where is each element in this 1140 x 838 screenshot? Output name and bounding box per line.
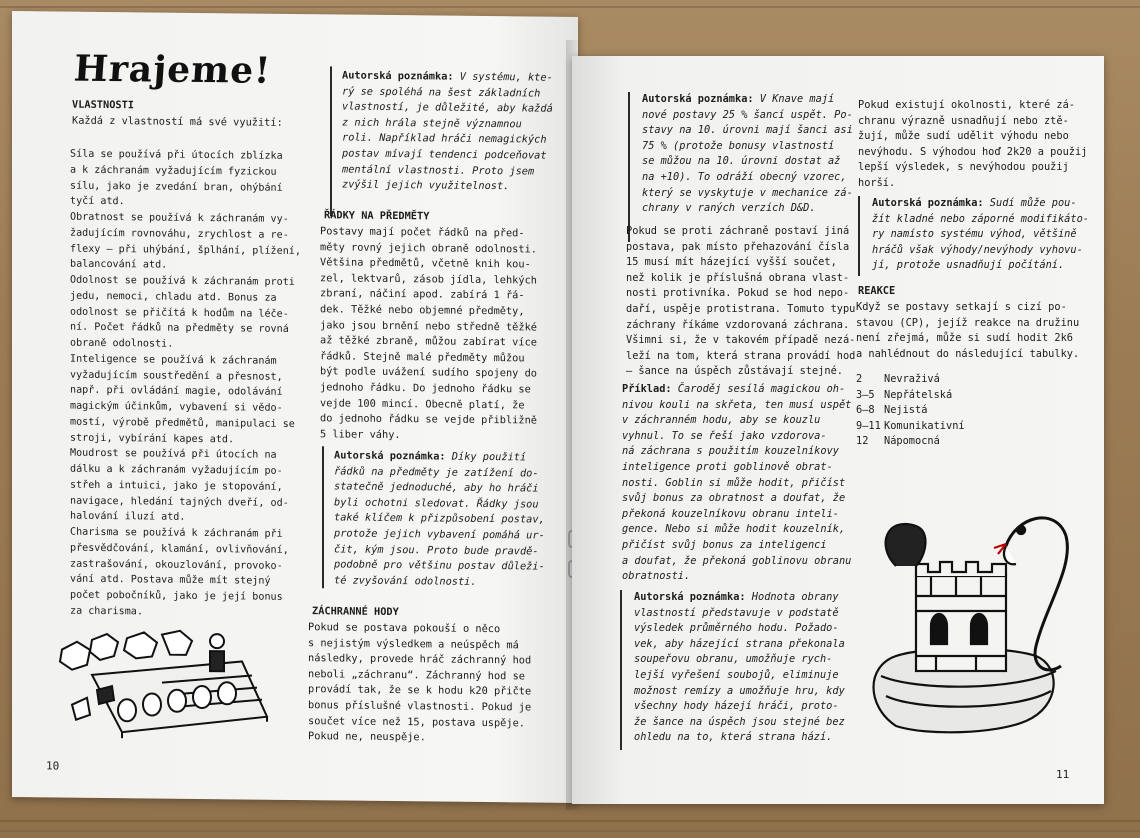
note-text: V Knave mají nové postavy 25 % šancí uspět. Po- stavy na 10. úrovni mají šanci asi 75 % (protože bonusy vlastností se můžou na 10. úrovni dostat až na +10). To odráží obecný vzorec, který se vyskytuje v mechanice zá- chrany v raných verzích D&D.	[642, 93, 853, 215]
reaction-row	[856, 403, 1056, 419]
reakce-text: Když se postavy setkají s cizí po- stavou (CP), jejíž reakce na družinu není zřejmá, může si sudí hodit 2k6 a nahlédnout do následující tabulky.	[856, 301, 1080, 360]
zachranne-heading: ZÁCHRANNÉ HODY	[312, 605, 399, 619]
wood-grain	[0, 820, 1140, 822]
note-label: Autorská poznámka:	[872, 197, 984, 209]
note-text: Díky použití řádků na předměty je zatížení do- statečně jednoduché, aby ho hráči byli ochotni sledovat. Řádky jsou také klíčem k přizpůsobení postav, protože jejich vybavení pomáhá ur- čit, kým jsou. Proto bude pravdě- podobně pro většinu postav důleži- té zvyšování odolnosti.	[334, 450, 545, 588]
note-label: Autorská poznámka:	[342, 69, 454, 83]
reaction-row	[856, 372, 1056, 388]
snake-tower-illustration	[856, 506, 1076, 746]
radky-text: Postavy mají počet řádků na před- měty rovný jejich obraně odolnosti. Většina předmětů, včetně knih kou- zel, lektvarů, zásob jídla, lehkých zbraní, náčiní apod. zabírá 1 řá- dek. Těžké nebo objemné předměty, jako jsou brnění nebo středně těžké až těžké zbraně, můžou zabírat více řádků. Stejně malé předměty můžou být podle uvážení sudího spojeny do jednoho řádku. Do jednoho řádku se vejde 100 mincí. Obecně platí, že do jednoho řádku se vejde přibližně 5 liber váhy.	[320, 225, 537, 441]
note-text: Sudí může pou- žít kladné nebo záporné modifikáto- ry namísto systému výhod, většině hráčů však výhody/nevýhody vyhovu- jí, protože usnadňují počítání.	[872, 197, 1089, 272]
note-text: Hodnota obrany vlastností představuje v podstatě výsledek průměrného hodu. Požado- vek, aby házející strana překonala soupeřovu obranu, umožňuje rych- lejší vyřešení soubojů, eliminuje možnost remízy a umožňuje hru, kdy všechny hody házejí hráči, proto- že šance na úspěch jsou stejné bez ohledu na to, která strana hází.	[634, 591, 845, 744]
reaction-result: Komunikativní	[884, 419, 965, 432]
author-note-3	[628, 92, 853, 242]
author-note-2	[322, 446, 554, 590]
reakce-heading: REAKCE	[858, 285, 896, 297]
attributes-text: Síla se používá při útocích zblízka a k záchranám vyžadujícím fyzickou sílu, jako je zvedání bran, ohýbání tyčí atd. Obratnost se používá k záchranám vy- žadujícím rovnováhu, zrychlost a re- flexy – při uhýbání, šplhání, plížení, balancování atd. Odolnost se používá k záchranám proti jedu, nemoci, chladu atd. Bonus za odolnost se přičítá k hodům na léče- ní. Počet řádků na předměty se rovná obraně odolnosti. Inteligence se používá k záchranám vyžadujícím soustředění a přesnost, např. při ovládání magie, odolávání magickým účinkům, vybavení si vědo- mostí, výrobě předmětů, manipulaci se stroji, vybírání kapes atd. Moudrost se používá při útocích na dálku a k záchranám vyžadujícím po- střeh a intuici, jako je stopování, navigace, hledání tajných dveří, od- halování iluzí atd. Charisma se používá k záchranám při přesvědčování, klamání, ovlivňování, zastrašování, okouzlování, provoko- vání atd. Postava může mít stejný počet pobočníků, jako je její bonus za charisma.	[70, 148, 301, 618]
note-label: Autorská poznámka:	[642, 93, 754, 105]
page-number-left: 10	[46, 759, 60, 773]
note-label: Autorská poznámka:	[634, 591, 746, 603]
radky-heading: ŘÁDKY NA PŘEDMĚTY	[324, 209, 430, 223]
reaction-row	[856, 434, 1056, 450]
reaction-roll: 3–5	[856, 388, 875, 401]
advantage-text: Pokud existují okolnosti, které zá- chranu výrazně usnadňují nebo ztě- žují, může sudí udělit výhodu nebo nevýhodu. S výhodou hoď 2k20 a použij lepší výsledek, s nevýhodou použij horší.	[858, 99, 1088, 189]
left-page	[12, 11, 578, 803]
note-text: V systému, kte- rý se spoléhá na šest základních vlastností, je důležité, aby každá z nich hrála stejně významnou roli. Například hráči nemagických postav mívají tendenci podceňovat mentální vlastnosti. Proto jsem zvýšil jejich využitelnost.	[342, 70, 553, 193]
vlastnosti-heading: VLASTNOSTI	[72, 98, 134, 112]
reaction-row	[856, 419, 1056, 435]
page-title: Hrajeme!	[72, 47, 273, 92]
example-text: Čaroděj sesílá magickou oh- nivou kouli na skřeta, ten musí uspět v záchranném hodu, aby se kouzlu vyhnul. To se řeší jako vzdorova- ná záchrana s použitím kouzelníkovy inteligence proti goblinově obrat- nosti. Goblin si může hodit, přičíst svůj bonus za obratnost a doufat, že překoná kouzelníkovu obranu inteli- gence. Nebo si může hodit kouzelník, přičíst svůj bonus za inteligenci a doufat, že překoná goblinovu obranu obratnosti.	[622, 383, 852, 583]
zachranne-text: Pokud se postava pokouší o něco s nejistým výsledkem a neúspěch má následky, provede hráč záchranný hod neboli „záchranu“. Záchranný hod se provádí tak, že se k hodu k20 přičte bonus příslušné vlastnosti. Pokud je součet více než 15, postava uspěje. Pokud ne, neuspěje.	[308, 621, 532, 744]
reaction-result: Nepřátelská	[884, 388, 953, 401]
opposed-save-text: Pokud se proti záchraně postaví jiná postava, pak místo přehazování čísla 15 musí mít házející vyšší součet, než kolik je příslušná obrana vlast- nosti protivníka. Pokud se hod nepo- daří, uspěje protistrana. Tomuto typu záchrany říkáme vzdorovaná záchrana. Všimni si, že v takovém případě nezá- leží na tom, která strana provádí hod – šance na úspěch zůstávají stejné.	[626, 225, 856, 378]
wood-grain	[0, 6, 1140, 8]
page-number-right: 11	[1056, 768, 1070, 781]
reaction-roll: 9–11	[856, 419, 881, 432]
wood-grain	[0, 830, 1140, 832]
reaction-roll: 2	[856, 373, 863, 385]
example-block	[622, 382, 851, 585]
reaction-roll: 6–8	[856, 404, 875, 417]
reaction-roll: 12	[856, 435, 869, 448]
vlastnosti-intro: Každá z vlastností má své využití:	[72, 114, 283, 129]
author-note-4	[620, 590, 845, 750]
note-label: Autorská poznámka:	[334, 449, 446, 463]
reaction-table	[856, 372, 1056, 450]
dice-table-illustration	[52, 619, 282, 741]
reaction-row	[856, 388, 1056, 404]
author-note-1	[330, 66, 562, 218]
example-label: Příklad:	[622, 383, 672, 395]
reaction-result: Nejistá	[884, 404, 928, 417]
right-page	[572, 56, 1104, 804]
reaction-result: Nevraživá	[884, 373, 940, 385]
author-note-5	[858, 196, 1089, 276]
reaction-result: Nápomocná	[884, 435, 940, 448]
